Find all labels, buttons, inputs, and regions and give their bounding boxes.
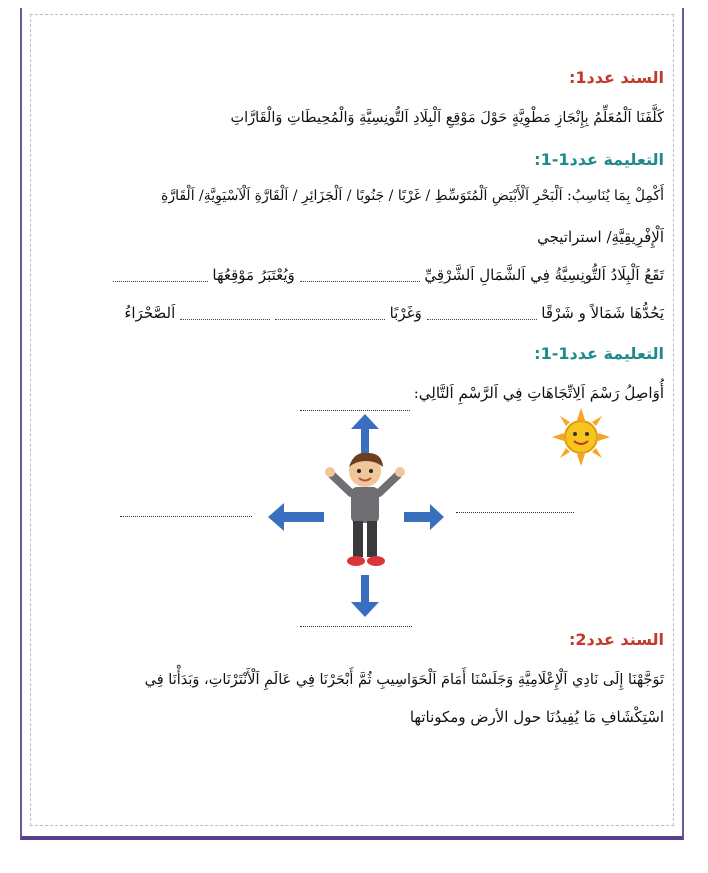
task1-fill-line1 <box>44 266 664 284</box>
fill1-part-a: تَقَعُ اَلْبِلَادُ اَلتُّونِسِيَّةُ فِي اَلشَّمَالِ اَلشَّرْقِيِّ <box>424 266 664 284</box>
task1-line1: أَكْمِلْ بِمَا يُنَاسِبُ: اَلْبَحْرِ اَلْأَبْيَضِ اَلْمُتَوَسِّطِ / غَرْبًا / جَنُوبًا / اَلْجَزَائِرِ / اَلْقَارَّةِ اَلْآسْيَوِيَّةِ/ اَلْقَارَّةِ <box>160 188 664 204</box>
fill1-blank-2[interactable] <box>113 271 208 282</box>
sanad2-line1: تَوَجَّهْنَا إِلَى نَادِي اَلْإِعْلَامِيَّةِ وَجَلَسْنَا أَمَامَ اَلْحَوَاسِيبِ ثُمَّ أَبْحَرْنَا فِي عَالَمِ اَلْأَنْتَرْنَاتِ، وَبَدَأْنَا فِي <box>144 672 664 688</box>
arrow-right-icon <box>404 502 444 532</box>
arrow-down-icon <box>350 575 380 617</box>
sanad1-text: كَلَّفَنَا اَلْمُعَلِّمُ بِإِنْجَازِ مَطْوِيَّةٍ حَوْلَ مَوْقِعِ اَلْبِلَادِ اَلتُّونِسِيَّةِ وَالْمُحِيطَاتِ وَالْقَارَّاتِ <box>230 110 664 126</box>
sun-icon <box>552 408 610 466</box>
task1-line2: اَلْإِفْرِيقِيَّةِ/ استراتيجي <box>537 228 664 246</box>
fill1-blank-1[interactable] <box>300 271 420 282</box>
sanad2-line2: اسْتِكْشَافِ مَا يُفِيدُنَا حول الأرض ومكوناتها <box>409 708 664 726</box>
child-figure-icon <box>320 445 410 570</box>
task1-fill-line2 <box>44 304 664 322</box>
sanad2-title: السند عدد2: <box>568 630 664 649</box>
task1-title: التعليمة عدد1-1: <box>534 150 664 169</box>
task2-title: التعليمة عدد1-1: <box>534 344 664 363</box>
answer-line-south[interactable] <box>300 626 412 627</box>
answer-line-east[interactable] <box>456 512 574 513</box>
sanad1-title: السند عدد1: <box>568 68 664 87</box>
fill2-part-b: وَغَرْبًا <box>389 304 422 322</box>
fill2-blank-3[interactable] <box>180 309 270 320</box>
arrow-left-icon <box>268 502 324 532</box>
answer-line-west[interactable] <box>120 516 252 517</box>
task2-text: أُوَاصِلُ رَسْمَ اَلِاتِّجَاهَاتِ فِي اَلرَّسْمِ اَلتَّالِي: <box>413 384 664 402</box>
fill2-part-c: اَلصَّحْرَاءُ <box>124 304 176 322</box>
fill1-part-b: وَيُعْتَبَرُ مَوْقِعُهَا <box>212 266 295 284</box>
fill2-part-a: يَحُدُّهَا شَمَالاً و شَرْقًا <box>541 304 664 322</box>
answer-line-north[interactable] <box>300 410 410 411</box>
fill2-blank-1[interactable] <box>427 309 537 320</box>
fill2-blank-2[interactable] <box>275 309 385 320</box>
